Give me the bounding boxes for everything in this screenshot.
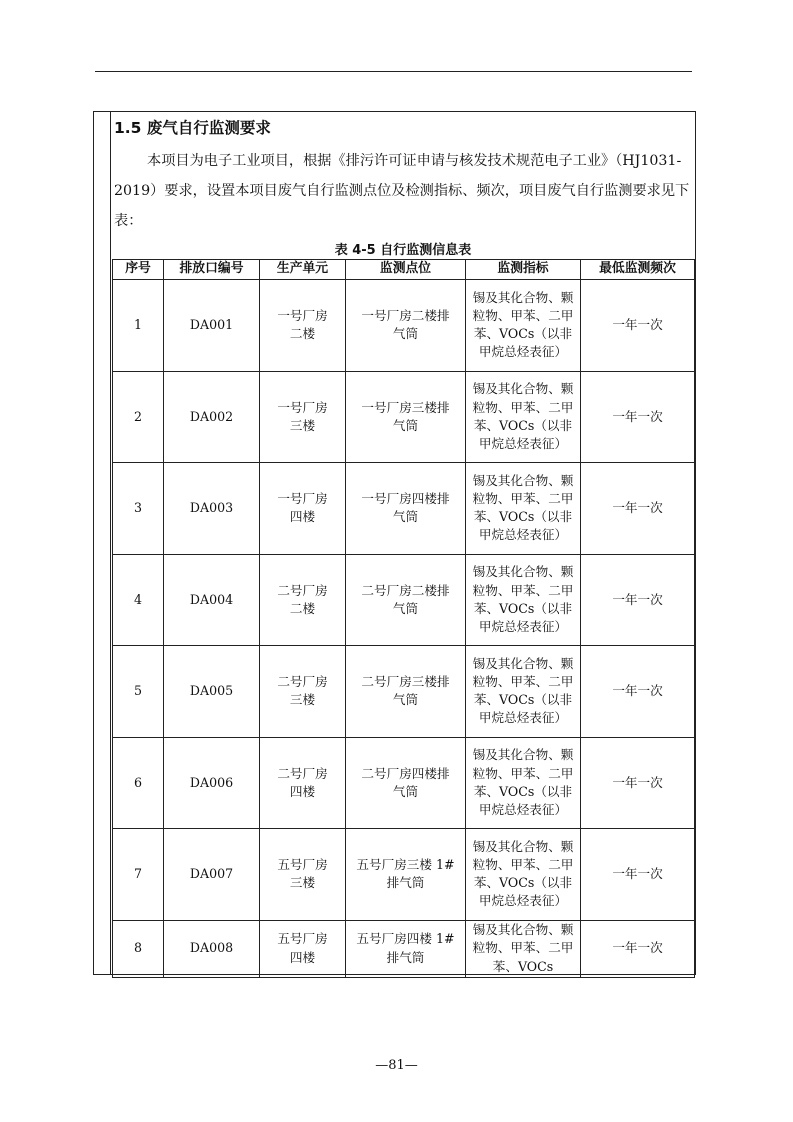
cell-outlet: DA008: [164, 920, 260, 977]
cell-indicator-text: 锡及其化合物、颗粒物、甲苯、二甲苯、VOCs（以非甲烷总烃表征）: [472, 564, 574, 634]
cell-unit: [260, 554, 346, 646]
cell-no: 3: [113, 463, 164, 555]
header-no: 序号: [113, 260, 164, 280]
cell-point: [346, 463, 466, 555]
cell-unit: [260, 463, 346, 555]
cell-no: 4: [113, 554, 164, 646]
cell-point: [346, 280, 466, 372]
cell-point: [346, 554, 466, 646]
header-rule: [95, 71, 692, 72]
cell-point-text: 一号厂房四楼排气筒: [361, 491, 450, 525]
cell-unit-text: 五号厂房四楼: [277, 931, 328, 965]
cell-unit-text: 一号厂房四楼: [277, 491, 328, 525]
cell-outlet: DA002: [164, 371, 260, 463]
header-outlet: 排放口编号: [164, 260, 260, 280]
cell-outlet: DA003: [164, 463, 260, 555]
cell-point: [346, 920, 466, 977]
cell-indicator: [466, 737, 581, 829]
table-row: [113, 280, 695, 372]
cell-point-text: 二号厂房三楼排气筒: [361, 674, 450, 708]
cell-unit-text: 二号厂房二楼: [277, 582, 328, 616]
cell-indicator-text: 锡及其化合物、颗粒物、甲苯、二甲苯、VOCs（以非甲烷总烃表征）: [472, 472, 574, 543]
header-point: 监测点位: [346, 260, 466, 280]
cell-indicator-text: 锡及其化合物、颗粒物、甲苯、二甲苯、VOCs（以非甲烷总烃表征）: [472, 838, 574, 909]
cell-indicator-text: 锡及其化合物、颗粒物、甲苯、二甲苯、VOCs: [472, 922, 574, 974]
cell-frequency: 一年一次: [581, 920, 695, 977]
cell-unit-text: 二号厂房三楼: [277, 674, 328, 708]
header-indicator: 监测指标: [466, 260, 581, 280]
cell-no: 6: [113, 737, 164, 829]
cell-frequency: 一年一次: [581, 280, 695, 372]
cell-indicator-text: 锡及其化合物、颗粒物、甲苯、二甲苯、VOCs（以非甲烷总烃表征）: [472, 655, 574, 726]
header-unit: 生产单元: [260, 260, 346, 280]
cell-point-text: 一号厂房二楼排气筒: [361, 308, 450, 342]
cell-point-text: 五号厂房三楼 1#排气筒: [356, 857, 455, 891]
cell-indicator-text: 锡及其化合物、颗粒物、甲苯、二甲苯、VOCs（以非甲烷总烃表征）: [472, 289, 574, 360]
cell-indicator: [466, 646, 581, 738]
cell-point: [346, 646, 466, 738]
cell-unit: [260, 829, 346, 921]
section-title: 1.5 废气自行监测要求: [114, 119, 271, 137]
cell-indicator: [466, 920, 581, 977]
table-row: [113, 371, 695, 463]
monitoring-table: [112, 259, 695, 978]
cell-frequency: 一年一次: [581, 554, 695, 646]
cell-frequency: 一年一次: [581, 737, 695, 829]
cell-outlet: DA007: [164, 829, 260, 921]
cell-frequency: 一年一次: [581, 371, 695, 463]
cell-indicator-text: 锡及其化合物、颗粒物、甲苯、二甲苯、VOCs（以非甲烷总烃表征）: [472, 381, 574, 451]
cell-indicator: [466, 829, 581, 921]
intro-paragraph: 本项目为电子工业项目，根据《排污许可证申请与核发技术规范电子工业》（HJ1031-2019）要求，设置本项目废气自行监测点位及检测指标、频次，项目废气自行监测要求见下表：: [114, 153, 690, 229]
cell-unit-text: 五号厂房三楼: [277, 857, 328, 891]
cell-frequency: 一年一次: [581, 646, 695, 738]
cell-point-text: 一号厂房三楼排气筒: [361, 399, 450, 433]
cell-outlet: DA004: [164, 554, 260, 646]
cell-unit: [260, 280, 346, 372]
cell-unit: [260, 371, 346, 463]
cell-point-text: 五号厂房四楼 1#排气筒: [356, 931, 455, 965]
table-row: [113, 737, 695, 829]
cell-unit-text: 一号厂房二楼: [277, 308, 328, 342]
cell-unit: [260, 920, 346, 977]
table-row: [113, 554, 695, 646]
table-row: [113, 463, 695, 555]
cell-unit-text: 一号厂房三楼: [277, 399, 328, 433]
cell-no: 1: [113, 280, 164, 372]
cell-point: [346, 829, 466, 921]
cell-point-text: 二号厂房四楼排气筒: [361, 765, 450, 799]
cell-point-text: 二号厂房二楼排气筒: [361, 582, 450, 616]
table-header-row: [113, 260, 695, 280]
cell-indicator: [466, 463, 581, 555]
cell-outlet: DA006: [164, 737, 260, 829]
cell-indicator: [466, 371, 581, 463]
table-caption: 表 4-5 自行监测信息表: [334, 243, 472, 258]
header-frequency: 最低监测频次: [581, 260, 695, 280]
cell-no: 8: [113, 920, 164, 977]
cell-indicator: [466, 280, 581, 372]
cell-no: 7: [113, 829, 164, 921]
cell-frequency: 一年一次: [581, 463, 695, 555]
table-row: [113, 646, 695, 738]
cell-no: 2: [113, 371, 164, 463]
cell-point: [346, 737, 466, 829]
cell-no: 5: [113, 646, 164, 738]
page-number: —81—: [375, 1058, 418, 1073]
cell-point: [346, 371, 466, 463]
cell-indicator: [466, 554, 581, 646]
cell-unit: [260, 737, 346, 829]
cell-frequency: 一年一次: [581, 829, 695, 921]
cell-outlet: DA001: [164, 280, 260, 372]
cell-unit: [260, 646, 346, 738]
cell-outlet: DA005: [164, 646, 260, 738]
table-row: [113, 920, 695, 977]
cell-indicator-text: 锡及其化合物、颗粒物、甲苯、二甲苯、VOCs（以非甲烷总烃表征）: [472, 747, 574, 817]
table-row: [113, 829, 695, 921]
cell-unit-text: 二号厂房四楼: [277, 765, 328, 799]
